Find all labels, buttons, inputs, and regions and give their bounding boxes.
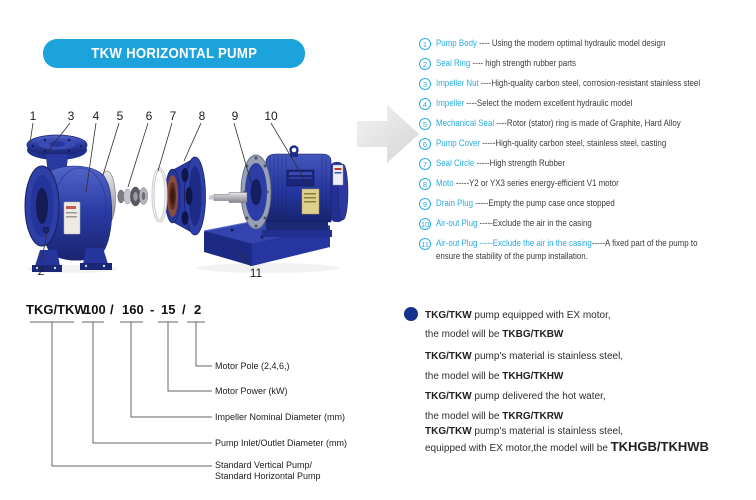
parts-list xyxy=(419,37,756,270)
part-number-10: 10 xyxy=(264,109,278,123)
page-title: TKW HORIZONTAL PUMP xyxy=(91,45,257,62)
pump-cover xyxy=(165,157,206,235)
part-desc: ---- Using the modern optimal hydraulic model design xyxy=(476,38,666,48)
pump-exploded-diagram xyxy=(0,90,430,305)
model-pole: 2 xyxy=(194,302,202,317)
circled-number: 10 xyxy=(420,219,430,229)
part-desc: -----Y2 or YX3 series energy-efficient V1 motor xyxy=(453,178,619,188)
model-variant-note xyxy=(425,347,755,387)
part-number-2: 2 xyxy=(37,264,45,278)
list-item xyxy=(419,237,756,263)
list-item xyxy=(419,37,756,50)
part-number-8: 8 xyxy=(198,109,206,123)
arrow-right-icon xyxy=(357,105,419,163)
part-desc-line2: ensure the stability of the pump installation. xyxy=(436,251,588,261)
part-desc: -----High-quality carbon steel, stainless steel, casting xyxy=(480,138,667,148)
part-number-11: 11 xyxy=(249,266,263,280)
variant-text: equipped with EX motor,the model will be xyxy=(425,443,611,454)
model-variant-note xyxy=(425,424,755,456)
circled-number: 7 xyxy=(419,158,431,170)
part-name: Air-out Plug xyxy=(436,218,478,228)
label-standard-pump-2: Standard Horizontal Pump xyxy=(215,471,321,481)
part-name: Pump Body xyxy=(436,38,477,48)
model-variant-note xyxy=(425,387,755,427)
list-item xyxy=(419,57,756,70)
part-number-4: 4 xyxy=(92,109,100,123)
part-number-7: 7 xyxy=(169,109,177,123)
list-item xyxy=(419,157,756,170)
circled-number: 6 xyxy=(419,138,431,150)
circled-number: 11 xyxy=(419,238,431,250)
part-desc: -----High strength Rubber xyxy=(474,158,565,168)
model-inlet: 100 xyxy=(84,302,106,317)
variant-model-code: TKRG/TKRW xyxy=(502,411,564,422)
part-name: Seal Ring xyxy=(436,58,471,68)
label-motor-pole: Motor Pole (2,4,6,) xyxy=(215,361,290,371)
circled-number: 5 xyxy=(419,118,431,130)
circled-number: 9 xyxy=(419,198,431,210)
part-number-6: 6 xyxy=(145,109,153,123)
part-name: Pump Cover xyxy=(436,138,481,148)
list-item xyxy=(419,97,756,110)
part-number-3: 3 xyxy=(67,109,75,123)
variant-text: the model will be xyxy=(425,411,503,422)
circled-number: 8 xyxy=(419,178,431,190)
model-connector-line xyxy=(120,322,212,417)
lifting-eye xyxy=(291,147,298,154)
model-separator: / xyxy=(182,302,186,317)
list-item xyxy=(419,217,756,230)
label-standard-pump-1: Standard Vertical Pump/ xyxy=(215,460,313,470)
variant-text: pump equipped with EX motor, xyxy=(471,310,611,321)
variant-model-code: TKHGB/TKHWB xyxy=(610,439,709,454)
model-code: TKG/TKW xyxy=(26,302,87,317)
label-motor-power: Motor Power (kW) xyxy=(215,386,288,396)
part-name: Air-out Plug xyxy=(436,238,478,248)
model-connector-line xyxy=(30,322,212,466)
variant-prefix: TKG/TKW xyxy=(425,426,472,437)
motor-shaft xyxy=(214,193,247,203)
part-name: Impeller Nut xyxy=(436,78,479,88)
variant-prefix: TKG/TKW xyxy=(425,351,472,362)
label-inlet-outlet-diameter: Pump Inlet/Outlet Diameter (mm) xyxy=(215,438,348,448)
model-connector-line xyxy=(187,322,212,366)
page-title-banner xyxy=(43,39,305,68)
variant-text: pump's material is stainless steel, xyxy=(471,426,624,437)
circled-number: 4 xyxy=(419,98,431,110)
part-name: Mechanical Seal xyxy=(436,118,495,128)
part-desc: ----Rotor (stator) ring is made of Graphite, Hard Alloy xyxy=(494,118,681,128)
motor xyxy=(209,147,348,238)
circled-number: 3 xyxy=(419,78,431,90)
mechanical-seal-parts xyxy=(118,187,148,206)
variant-text: the model will be xyxy=(425,371,503,382)
part-desc: ----High-quality carbon steel, corrosion-resistant stainless steel xyxy=(478,78,701,88)
part-desc-blue: -----Exclude the air in the casing xyxy=(477,238,592,248)
list-item xyxy=(419,197,756,210)
variant-text: the model will be xyxy=(425,329,503,340)
part-number-9: 9 xyxy=(231,109,239,123)
model-impeller: 160 xyxy=(122,302,144,317)
part-name: Impeller xyxy=(436,98,465,108)
variant-text: pump's material is stainless steel, xyxy=(471,351,624,362)
seal-circle-oring xyxy=(153,169,166,221)
list-item xyxy=(419,77,756,90)
part-number-5: 5 xyxy=(116,109,124,123)
part-desc: ----Select the modern excellent hydraulic model xyxy=(464,98,633,108)
shadow xyxy=(196,263,340,273)
list-item xyxy=(419,177,756,190)
list-item xyxy=(419,137,756,150)
variant-prefix: TKG/TKW xyxy=(425,391,472,402)
part-desc: -----A fixed part of the pump to xyxy=(591,238,698,248)
drain-plug xyxy=(43,227,49,233)
part-name: Moto xyxy=(436,178,454,188)
variant-model-code: TKBG/TKBW xyxy=(502,329,564,340)
part-desc: -----Exclude the air in the casing xyxy=(477,218,592,228)
model-connector-line xyxy=(158,322,212,391)
label-impeller-diameter: Impeller Nominal Diameter (mm) xyxy=(215,412,346,422)
variant-text: pump delivered the hot water, xyxy=(471,391,606,402)
circled-number: 2 xyxy=(419,58,431,70)
model-power: 15 xyxy=(161,302,176,317)
model-connector-line xyxy=(82,322,212,443)
part-number-1: 1 xyxy=(29,109,37,123)
variant-model-code: TKHG/TKHW xyxy=(502,371,564,382)
part-name: Seal Circle xyxy=(436,158,475,168)
model-separator: / xyxy=(110,302,114,317)
model-separator: - xyxy=(150,302,155,317)
part-name: Drain Plug xyxy=(436,198,473,208)
variant-prefix: TKG/TKW xyxy=(425,310,472,321)
pump-body xyxy=(25,135,112,272)
model-variant-note xyxy=(425,306,755,344)
circled-number: 1 xyxy=(419,38,431,50)
list-item xyxy=(419,117,756,130)
part-desc: ---- high strength rubber parts xyxy=(470,58,577,68)
filled-circle-bullet xyxy=(404,307,418,321)
part-desc: -----Empty the pump case once stopped xyxy=(472,198,615,208)
